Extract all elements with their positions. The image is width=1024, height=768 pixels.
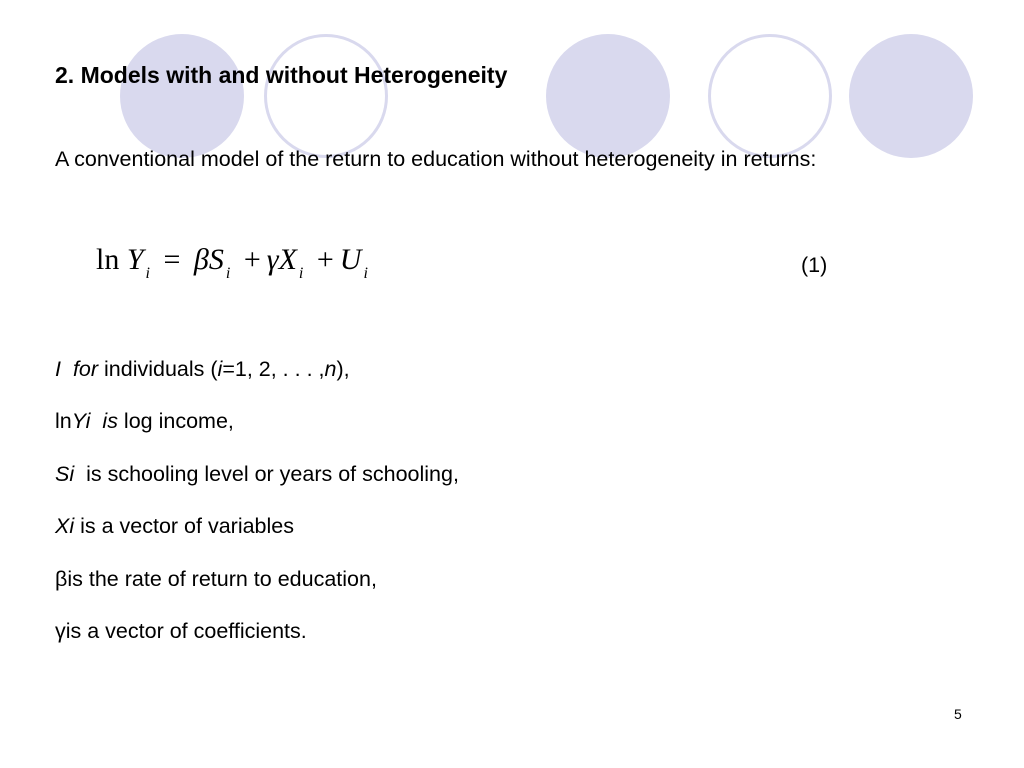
eq-y: Y (126, 243, 144, 276)
definition-log-income (55, 408, 459, 434)
def-term: for (72, 357, 99, 381)
definition-gamma (55, 618, 459, 644)
eq-subscript: i (363, 265, 368, 282)
definition-index (55, 356, 459, 382)
eq-s: S (208, 243, 224, 276)
decorative-circle-outline (264, 34, 388, 158)
slide-title: 2. Models with and without Heterogeneity (55, 62, 508, 88)
eq-subscript: i (145, 265, 150, 282)
decorative-circle-filled (849, 34, 973, 158)
definition-schooling (55, 461, 459, 487)
def-text: is schooling level or years of schooling, (80, 461, 459, 486)
definition-beta (55, 566, 459, 592)
def-term: n (324, 357, 337, 381)
def-text: γis a vector of coefficients. (55, 618, 307, 643)
decorative-circle-outline (708, 34, 832, 158)
eq-u: U (339, 243, 362, 276)
decorative-circle-filled (120, 34, 244, 158)
eq-ln: ln (96, 243, 120, 276)
definition-vector (55, 513, 459, 539)
eq-x: X (278, 243, 297, 276)
def-term: i (217, 357, 223, 381)
eq-plus: + (316, 243, 334, 276)
def-term: Si (55, 461, 75, 486)
def-term: I (55, 357, 61, 381)
def-term: is (102, 409, 118, 434)
eq-subscript: i (298, 265, 304, 282)
eq-plus: + (243, 243, 261, 276)
def-term: Yi (71, 409, 91, 434)
page-number: 5 (954, 706, 962, 722)
decorative-circle-filled (546, 34, 670, 158)
def-text: βis the rate of return to education, (55, 566, 377, 591)
def-text: log income, (117, 409, 234, 434)
def-text: =1, 2, . . . , (222, 357, 325, 381)
eq-beta: β (193, 243, 209, 276)
def-text: individuals ( (98, 357, 218, 381)
intro-text: A conventional model of the return to education without heterogeneity in returns: (55, 147, 817, 171)
eq-gamma: γ (266, 243, 279, 276)
equation (96, 243, 368, 283)
eq-equals: = (163, 243, 181, 276)
equation-number: (1) (801, 253, 828, 277)
def-text: ln (55, 409, 72, 434)
def-term: Xi (55, 514, 75, 539)
def-text: is a vector of variables (74, 514, 294, 539)
eq-subscript: i (225, 265, 231, 282)
def-text: ), (336, 357, 350, 381)
definitions-list (55, 356, 459, 670)
